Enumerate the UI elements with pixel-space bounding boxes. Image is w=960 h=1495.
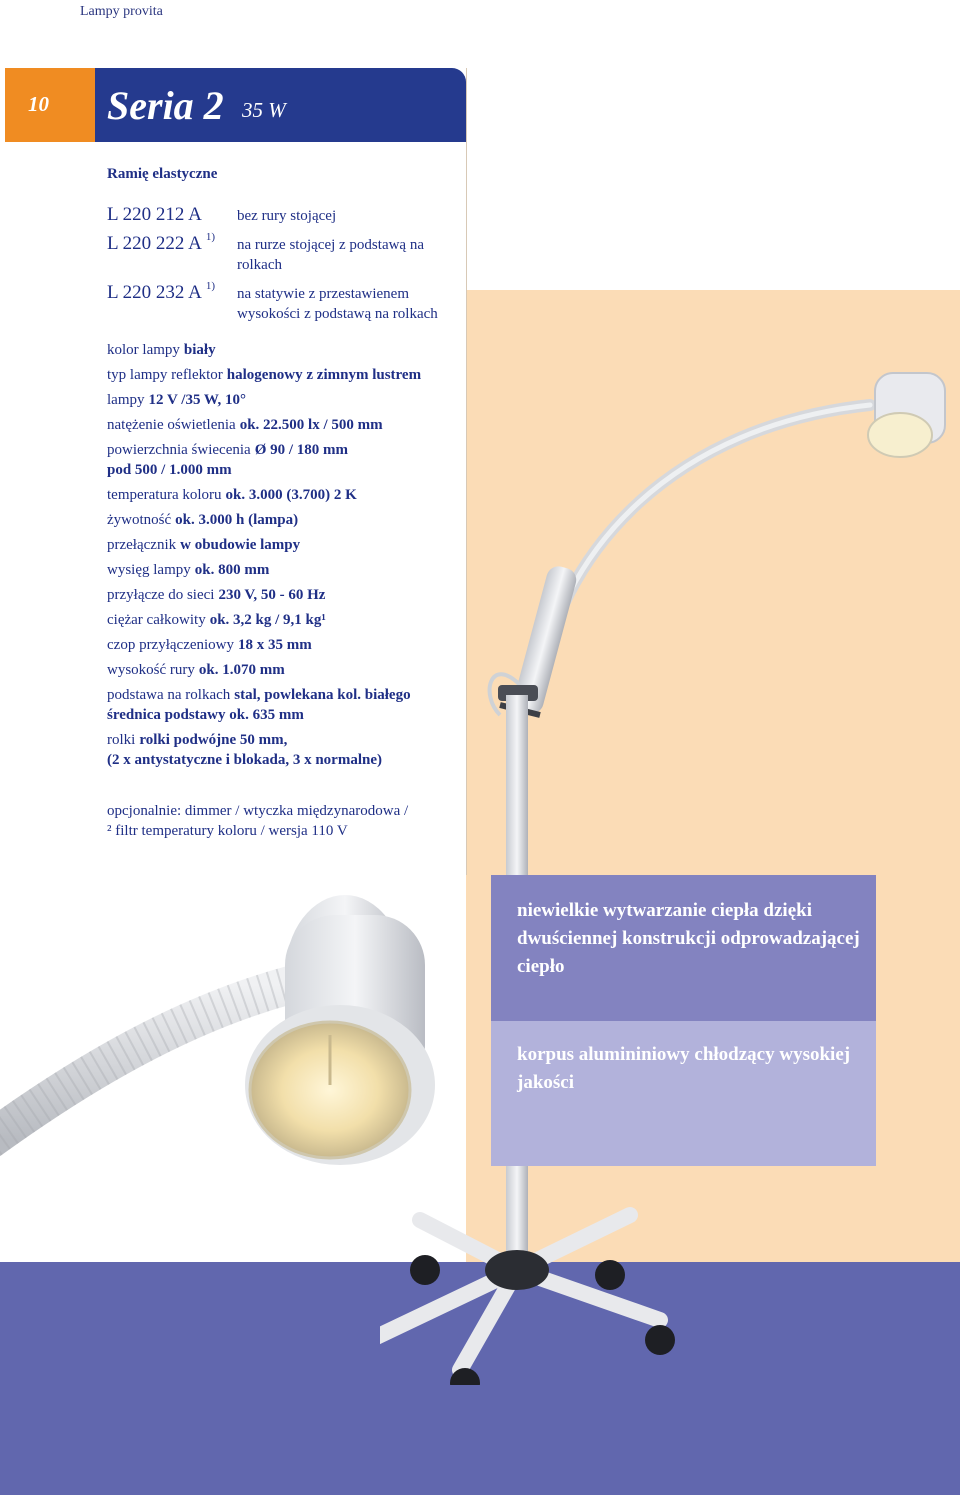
spec-row: czop przyłączeniowy 18 x 35 mm	[107, 637, 312, 653]
spec-row: typ lampy reflektor halogenowy z zimnym lustrem	[107, 367, 422, 383]
spec-row: lampy 12 V /35 W, 10°	[107, 392, 247, 408]
page-number-box	[5, 68, 100, 142]
feature-box-heat	[491, 875, 876, 1021]
spec-row: temperatura koloru ok. 3.000 (3.700) 2 K	[107, 487, 357, 503]
spec-row: wysokość rury ok. 1.070 mm	[107, 662, 285, 678]
spec-row: przełącznik w obudowie lampy	[107, 537, 301, 553]
model-code: L 220 232 A $^{1)}$	[107, 280, 215, 303]
spec-row: żywotność ok. 3.000 h (lampa)	[107, 512, 299, 528]
page-number: 10	[28, 92, 49, 116]
model-code: L 220 222 A $^{1)}$	[107, 231, 215, 254]
spec-row: rolki rolki podwójne 50 mm, (2 x antystatyczne i blokada, 3 x normalne)	[107, 732, 382, 768]
spec-row: wysięg lampy ok. 800 mm	[107, 562, 270, 578]
spec-row: kolor lampy biały	[107, 342, 216, 358]
feature-box-body	[491, 1021, 876, 1166]
options-note	[107, 801, 457, 841]
feature-text: korpus alumininiowy chłodzący wysokiej jakości	[517, 1044, 851, 1093]
model-description: na rurze stojącej z podstawą na rolkach	[237, 237, 424, 273]
options-line: ² filtr temperatury koloru / wersja 110 V	[107, 823, 348, 839]
feature-text: niewielkie wytwarzanie ciepła dzięki dwuściennej konstrukcji odprowadzającej ciepło	[517, 900, 860, 977]
options-line: opcjonalnie: dimmer / wtyczka międzynarodowa /	[107, 803, 409, 819]
spec-row: podstawa na rolkach stal, powlekana kol. białego średnica podstawy ok. 635 mm	[107, 687, 411, 723]
spec-row: ciężar całkowity ok. 3,2 kg / 9,1 kg¹	[107, 612, 326, 628]
page-title: Seria 2	[107, 83, 224, 128]
model-description: bez rury stojącej	[237, 208, 337, 224]
title-power: 35 W	[242, 98, 286, 122]
model-description: na statywie z przestawienem wysokości z podstawą na rolkach	[237, 286, 438, 322]
spec-row: przyłącze do sieci 230 V, 50 - 60 Hz	[107, 587, 326, 603]
spec-row: powierzchnia świecenia Ø 90 / 180 mm pod 500 / 1.000 mm	[107, 442, 349, 478]
spec-row: natężenie oświetlenia ok. 22.500 lx / 500 mm	[107, 417, 383, 433]
section-heading: Ramię elastyczne	[107, 166, 218, 182]
running-head: Lampy provita	[80, 4, 163, 19]
model-code: L 220 212 A	[107, 204, 202, 225]
